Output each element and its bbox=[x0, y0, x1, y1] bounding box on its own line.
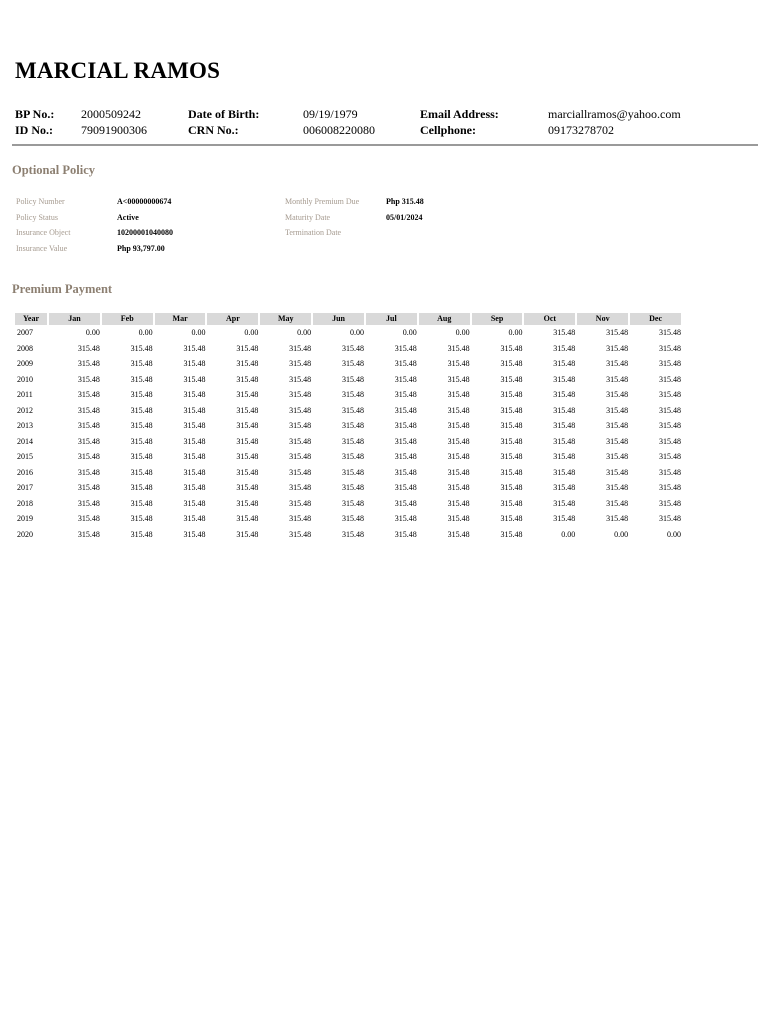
premium-cell: 315.48 bbox=[341, 514, 364, 523]
premium-cell: 315.48 bbox=[447, 483, 470, 492]
table-row bbox=[15, 449, 681, 465]
premium-cell: 315.48 bbox=[553, 514, 576, 523]
year-cell: 2019 bbox=[17, 514, 33, 523]
table-row bbox=[15, 496, 681, 512]
premium-cell: 315.48 bbox=[183, 498, 206, 508]
premium-payment-table bbox=[13, 313, 683, 542]
table-row bbox=[15, 465, 681, 481]
premium-cell: 315.48 bbox=[553, 405, 576, 415]
premium-cell: 315.48 bbox=[394, 452, 417, 461]
premium-cell: 315.48 bbox=[394, 529, 417, 539]
premium-cell: 315.48 bbox=[183, 529, 206, 539]
premium-cell: 315.48 bbox=[447, 343, 470, 353]
table-row bbox=[15, 372, 681, 388]
premium-cell: 315.48 bbox=[447, 467, 470, 477]
column-header: Mar bbox=[155, 313, 206, 325]
table-row bbox=[15, 387, 681, 403]
premium-cell: 315.48 bbox=[659, 498, 681, 508]
premium-cell: 315.48 bbox=[394, 514, 417, 523]
premium-table-body bbox=[15, 325, 681, 542]
premium-cell: 315.48 bbox=[500, 405, 523, 415]
premium-cell: 315.48 bbox=[447, 498, 470, 508]
column-header: Dec bbox=[630, 313, 681, 325]
premium-cell: 315.48 bbox=[183, 374, 206, 384]
premium-cell: 315.48 bbox=[447, 421, 470, 430]
year-cell: 2007 bbox=[17, 328, 33, 337]
premium-cell: 315.48 bbox=[553, 359, 576, 368]
premium-cell: 315.48 bbox=[553, 374, 576, 384]
optional-policy-details bbox=[0, 194, 768, 258]
premium-cell: 0.00 bbox=[667, 529, 681, 539]
premium-cell: 315.48 bbox=[183, 452, 206, 461]
year-cell: 2011 bbox=[17, 390, 33, 399]
policy-status-value: Active bbox=[117, 213, 139, 222]
column-header: Apr bbox=[207, 313, 258, 325]
premium-payment-title: Premium Payment bbox=[12, 282, 113, 296]
premium-cell: 315.48 bbox=[553, 421, 576, 430]
premium-cell: 315.48 bbox=[236, 483, 259, 492]
premium-cell: 315.48 bbox=[236, 467, 259, 477]
premium-cell: 315.48 bbox=[394, 498, 417, 508]
premium-cell: 315.48 bbox=[130, 405, 153, 415]
premium-cell: 315.48 bbox=[130, 436, 153, 446]
premium-cell: 0.00 bbox=[402, 328, 417, 337]
column-header: Jan bbox=[49, 313, 100, 325]
premium-cell: 315.48 bbox=[606, 436, 629, 446]
year-cell: 2009 bbox=[17, 359, 33, 368]
premium-cell: 315.48 bbox=[77, 498, 100, 508]
dob-value: 09/19/1979 bbox=[303, 107, 358, 121]
premium-cell: 315.48 bbox=[553, 436, 576, 446]
year-cell: 2015 bbox=[17, 452, 33, 461]
premium-cell: 315.48 bbox=[130, 514, 153, 523]
premium-cell: 315.48 bbox=[130, 374, 153, 384]
premium-cell: 315.48 bbox=[341, 374, 364, 384]
premium-cell: 315.48 bbox=[289, 374, 312, 384]
column-header: Sep bbox=[472, 313, 523, 325]
column-header: Year bbox=[15, 313, 47, 325]
insurance-value-label: Insurance Value bbox=[16, 244, 68, 253]
premium-cell: 315.48 bbox=[77, 514, 100, 523]
premium-cell: 315.48 bbox=[341, 483, 364, 492]
premium-cell: 315.48 bbox=[341, 405, 364, 415]
premium-cell: 315.48 bbox=[183, 343, 206, 353]
year-cell: 2012 bbox=[17, 405, 33, 415]
column-header: Nov bbox=[577, 313, 628, 325]
cellphone-label: Cellphone: bbox=[420, 123, 477, 137]
crn-value: 006008220080 bbox=[303, 123, 375, 137]
policy-number-value: A<00000000674 bbox=[117, 197, 172, 206]
premium-cell: 315.48 bbox=[130, 467, 153, 477]
premium-cell: 0.00 bbox=[244, 328, 259, 337]
premium-cell: 315.48 bbox=[77, 483, 100, 492]
table-row bbox=[15, 341, 681, 357]
premium-cell: 0.00 bbox=[138, 328, 153, 337]
premium-cell: 315.48 bbox=[130, 483, 153, 492]
insurance-object-value: 10200001040080 bbox=[117, 228, 173, 237]
table-row bbox=[15, 480, 681, 496]
premium-cell: 315.48 bbox=[447, 374, 470, 384]
year-cell: 2020 bbox=[17, 529, 33, 539]
email-value: marciallramos@yahoo.com bbox=[548, 107, 681, 121]
table-row bbox=[15, 356, 681, 372]
termination-date-label: Termination Date bbox=[285, 228, 342, 237]
premium-cell: 0.00 bbox=[191, 328, 206, 337]
premium-cell: 315.48 bbox=[553, 390, 576, 399]
premium-cell: 315.48 bbox=[659, 328, 681, 337]
maturity-date-value: 05/01/2024 bbox=[386, 213, 423, 222]
premium-cell: 315.48 bbox=[659, 374, 681, 384]
premium-cell: 315.48 bbox=[341, 421, 364, 430]
year-cell: 2010 bbox=[17, 374, 33, 384]
premium-cell: 315.48 bbox=[659, 436, 681, 446]
year-cell: 2014 bbox=[17, 436, 33, 446]
table-row bbox=[15, 403, 681, 419]
premium-cell: 315.48 bbox=[500, 529, 523, 539]
premium-cell: 315.48 bbox=[659, 483, 681, 492]
premium-cell: 315.48 bbox=[500, 343, 523, 353]
premium-cell: 315.48 bbox=[77, 405, 100, 415]
premium-cell: 315.48 bbox=[394, 343, 417, 353]
premium-cell: 0.00 bbox=[85, 328, 100, 337]
bp-no-value: 2000509242 bbox=[81, 107, 141, 121]
column-header: Oct bbox=[524, 313, 575, 325]
premium-cell: 315.48 bbox=[606, 483, 629, 492]
premium-cell: 315.48 bbox=[289, 359, 312, 368]
column-header: May bbox=[260, 313, 311, 325]
premium-cell: 315.48 bbox=[606, 467, 629, 477]
premium-cell: 315.48 bbox=[606, 514, 629, 523]
premium-cell: 315.48 bbox=[77, 421, 100, 430]
premium-cell: 315.48 bbox=[77, 467, 100, 477]
column-header: Jul bbox=[366, 313, 417, 325]
table-row bbox=[15, 434, 681, 450]
premium-cell: 315.48 bbox=[553, 467, 576, 477]
premium-cell: 315.48 bbox=[289, 436, 312, 446]
crn-label: CRN No.: bbox=[188, 123, 239, 137]
premium-cell: 315.48 bbox=[500, 483, 523, 492]
table-row bbox=[15, 511, 681, 527]
premium-cell: 315.48 bbox=[606, 359, 629, 368]
premium-cell: 315.48 bbox=[183, 483, 206, 492]
premium-cell: 315.48 bbox=[500, 390, 523, 399]
year-cell: 2008 bbox=[17, 343, 33, 353]
premium-cell: 315.48 bbox=[289, 452, 312, 461]
premium-cell: 315.48 bbox=[659, 514, 681, 523]
premium-cell: 315.48 bbox=[553, 483, 576, 492]
maturity-date-label: Maturity Date bbox=[285, 213, 331, 222]
premium-cell: 0.00 bbox=[349, 328, 364, 337]
premium-cell: 315.48 bbox=[606, 405, 629, 415]
member-info bbox=[0, 106, 768, 140]
premium-cell: 315.48 bbox=[77, 452, 100, 461]
premium-cell: 315.48 bbox=[236, 498, 259, 508]
premium-cell: 315.48 bbox=[553, 452, 576, 461]
premium-cell: 315.48 bbox=[341, 467, 364, 477]
premium-cell: 315.48 bbox=[130, 498, 153, 508]
premium-cell: 315.48 bbox=[341, 359, 364, 368]
premium-cell: 315.48 bbox=[289, 514, 312, 523]
premium-cell: 315.48 bbox=[447, 436, 470, 446]
premium-cell: 315.48 bbox=[77, 374, 100, 384]
column-header: Feb bbox=[102, 313, 153, 325]
premium-cell: 315.48 bbox=[236, 529, 259, 539]
table-header-row bbox=[15, 313, 681, 325]
premium-cell: 315.48 bbox=[289, 421, 312, 430]
dob-label: Date of Birth: bbox=[188, 107, 260, 121]
premium-cell: 315.48 bbox=[500, 421, 523, 430]
policy-number-label: Policy Number bbox=[16, 197, 65, 206]
premium-cell: 315.48 bbox=[606, 390, 629, 399]
premium-cell: 315.48 bbox=[659, 359, 681, 368]
premium-cell: 0.00 bbox=[614, 529, 629, 539]
premium-cell: 315.48 bbox=[341, 529, 364, 539]
premium-cell: 315.48 bbox=[130, 421, 153, 430]
premium-cell: 315.48 bbox=[236, 374, 259, 384]
email-label: Email Address: bbox=[420, 107, 499, 121]
bp-no-label: BP No.: bbox=[15, 107, 55, 121]
premium-cell: 315.48 bbox=[659, 343, 681, 353]
premium-cell: 315.48 bbox=[606, 374, 629, 384]
column-header: Jun bbox=[313, 313, 364, 325]
premium-cell: 315.48 bbox=[394, 483, 417, 492]
premium-cell: 315.48 bbox=[341, 390, 364, 399]
premium-cell: 0.00 bbox=[561, 529, 576, 539]
year-cell: 2017 bbox=[17, 483, 33, 492]
premium-cell: 315.48 bbox=[130, 452, 153, 461]
premium-cell: 315.48 bbox=[553, 498, 576, 508]
premium-cell: 315.48 bbox=[659, 452, 681, 461]
premium-cell: 315.48 bbox=[77, 343, 100, 353]
table-row bbox=[15, 325, 681, 341]
premium-cell: 315.48 bbox=[289, 343, 312, 353]
premium-cell: 315.48 bbox=[394, 467, 417, 477]
premium-cell: 315.48 bbox=[130, 390, 153, 399]
year-cell: 2013 bbox=[17, 421, 33, 430]
premium-cell: 315.48 bbox=[183, 405, 206, 415]
premium-cell: 315.48 bbox=[659, 405, 681, 415]
insurance-value-value: Php 93,797.00 bbox=[117, 244, 165, 253]
premium-cell: 315.48 bbox=[289, 498, 312, 508]
premium-cell: 315.48 bbox=[236, 514, 259, 523]
premium-cell: 315.48 bbox=[289, 390, 312, 399]
premium-cell: 315.48 bbox=[236, 390, 259, 399]
premium-cell: 315.48 bbox=[394, 405, 417, 415]
premium-cell: 315.48 bbox=[130, 529, 153, 539]
premium-cell: 315.48 bbox=[447, 452, 470, 461]
premium-cell: 315.48 bbox=[659, 421, 681, 430]
premium-cell: 315.48 bbox=[500, 467, 523, 477]
premium-cell: 315.48 bbox=[553, 343, 576, 353]
premium-cell: 315.48 bbox=[236, 436, 259, 446]
premium-cell: 315.48 bbox=[500, 436, 523, 446]
premium-cell: 315.48 bbox=[77, 529, 100, 539]
premium-cell: 315.48 bbox=[183, 421, 206, 430]
monthly-premium-label: Monthly Premium Due bbox=[285, 197, 360, 206]
premium-cell: 315.48 bbox=[447, 359, 470, 368]
premium-cell: 315.48 bbox=[236, 405, 259, 415]
id-no-value: 79091900306 bbox=[81, 123, 147, 137]
premium-cell: 315.48 bbox=[341, 498, 364, 508]
premium-cell: 315.48 bbox=[394, 421, 417, 430]
premium-cell: 315.48 bbox=[183, 359, 206, 368]
premium-cell: 0.00 bbox=[508, 328, 523, 337]
premium-cell: 315.48 bbox=[130, 359, 153, 368]
premium-cell: 0.00 bbox=[455, 328, 470, 337]
premium-cell: 315.48 bbox=[236, 359, 259, 368]
premium-cell: 315.48 bbox=[500, 498, 523, 508]
premium-cell: 315.48 bbox=[130, 343, 153, 353]
premium-cell: 315.48 bbox=[394, 359, 417, 368]
premium-cell: 315.48 bbox=[341, 343, 364, 353]
premium-cell: 315.48 bbox=[236, 343, 259, 353]
premium-cell: 315.48 bbox=[77, 436, 100, 446]
premium-cell: 315.48 bbox=[659, 390, 681, 399]
premium-cell: 315.48 bbox=[394, 374, 417, 384]
premium-cell: 315.48 bbox=[236, 421, 259, 430]
premium-cell: 315.48 bbox=[659, 467, 681, 477]
premium-cell: 315.48 bbox=[183, 436, 206, 446]
premium-cell: 315.48 bbox=[606, 452, 629, 461]
premium-cell: 315.48 bbox=[500, 514, 523, 523]
year-cell: 2016 bbox=[17, 467, 33, 477]
id-no-label: ID No.: bbox=[15, 123, 53, 137]
premium-cell: 315.48 bbox=[77, 390, 100, 399]
premium-cell: 315.48 bbox=[183, 514, 206, 523]
premium-cell: 315.48 bbox=[341, 436, 364, 446]
premium-cell: 315.48 bbox=[183, 390, 206, 399]
premium-cell: 315.48 bbox=[447, 405, 470, 415]
cellphone-value: 09173278702 bbox=[548, 123, 614, 137]
column-header: Aug bbox=[419, 313, 470, 325]
premium-cell: 315.48 bbox=[606, 343, 629, 353]
monthly-premium-value: Php 315.48 bbox=[386, 197, 424, 206]
premium-cell: 315.48 bbox=[289, 483, 312, 492]
policy-status-label: Policy Status bbox=[16, 213, 59, 222]
premium-cell: 315.48 bbox=[236, 452, 259, 461]
optional-policy-title: Optional Policy bbox=[12, 163, 95, 177]
premium-cell: 315.48 bbox=[341, 452, 364, 461]
year-cell: 2018 bbox=[17, 498, 33, 508]
premium-cell: 315.48 bbox=[606, 421, 629, 430]
insurance-object-label: Insurance Object bbox=[16, 228, 71, 237]
premium-cell: 315.48 bbox=[289, 405, 312, 415]
premium-cell: 315.48 bbox=[183, 467, 206, 477]
table-row bbox=[15, 418, 681, 434]
header-divider bbox=[12, 144, 758, 146]
premium-cell: 315.48 bbox=[606, 498, 629, 508]
premium-cell: 315.48 bbox=[553, 328, 576, 337]
premium-cell: 315.48 bbox=[606, 328, 629, 337]
premium-cell: 315.48 bbox=[394, 436, 417, 446]
premium-cell: 315.48 bbox=[289, 467, 312, 477]
premium-cell: 315.48 bbox=[289, 529, 312, 539]
premium-cell: 315.48 bbox=[394, 390, 417, 399]
premium-cell: 315.48 bbox=[500, 374, 523, 384]
member-name: MARCIAL RAMOS bbox=[15, 58, 221, 83]
premium-cell: 315.48 bbox=[447, 514, 470, 523]
premium-cell: 315.48 bbox=[77, 359, 100, 368]
premium-cell: 315.48 bbox=[500, 359, 523, 368]
premium-cell: 315.48 bbox=[447, 529, 470, 539]
premium-cell: 315.48 bbox=[500, 452, 523, 461]
premium-cell: 315.48 bbox=[447, 390, 470, 399]
premium-cell: 0.00 bbox=[297, 328, 312, 337]
table-row bbox=[15, 527, 681, 543]
